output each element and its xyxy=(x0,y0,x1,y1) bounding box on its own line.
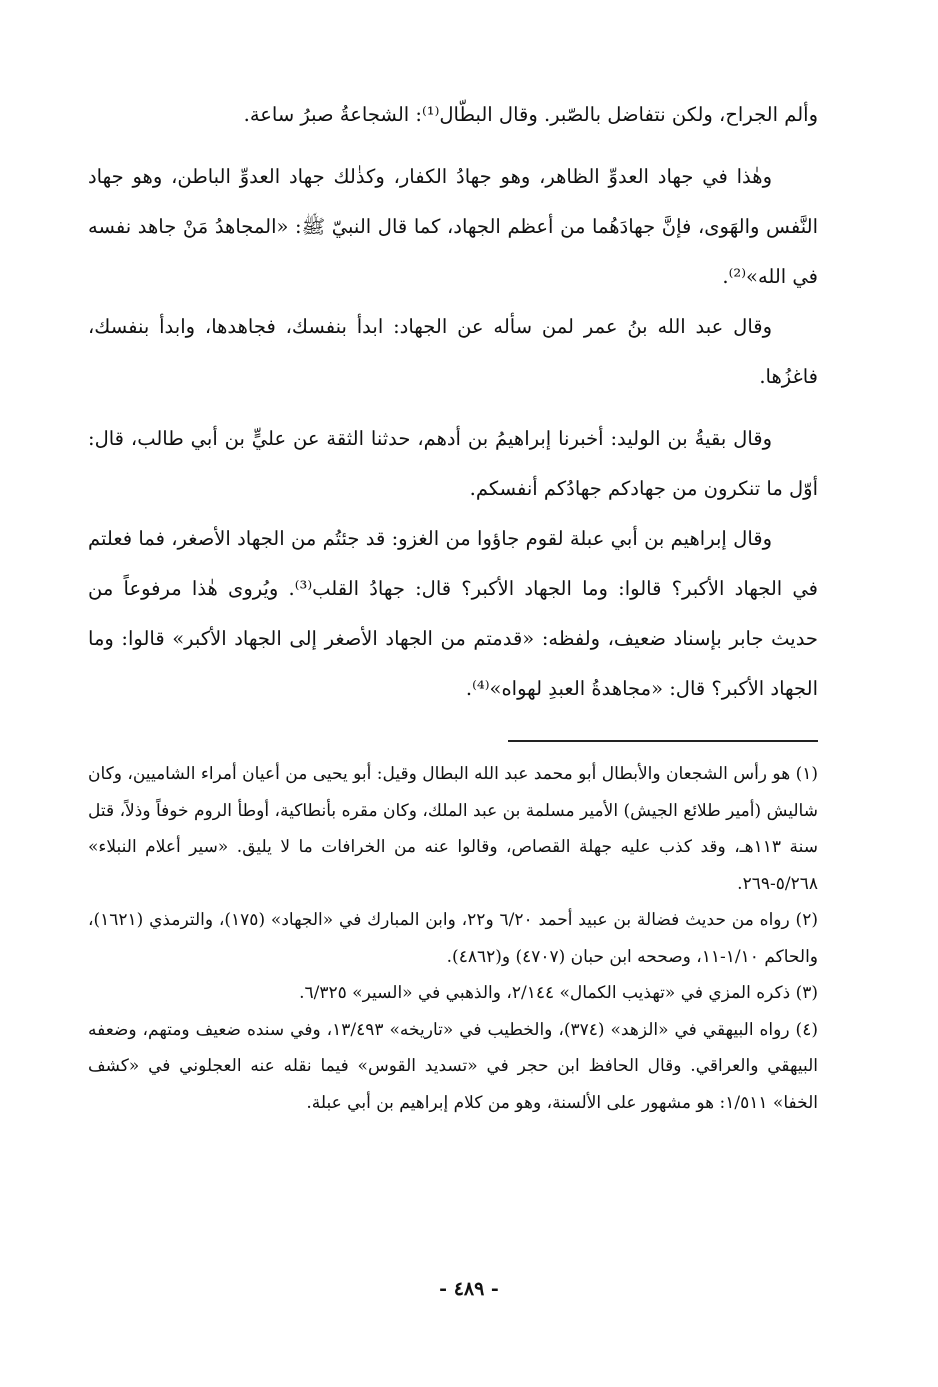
footnote-1: (١) هو رأس الشجعان والأبطال أبو محمد عبد الله البطال وقيل: أبو يحيى من أعيان أمراء الشاميين، وكان شاليش (أمير طلائع الجيش) الأمير مسلمة بن عبد الملك، وكان مقره بأنطاكية، أوطأ الروم خوفاً وذلاً، قتل سنة ١١٣هـ، وقد كذب عليه جهلة القصاص، وقالوا عنه من الخرافات ما لا يليق. «سير أعلام النبلاء» ٥/٢٦٨-٢٦٩. xyxy=(88,764,819,894)
footnote-divider xyxy=(508,740,818,742)
footnote-3: (٣) ذكره المزي في «تهذيب الكمال» ٢/١٤٤، والذهبي في «السير» ٦/٣٢٥. xyxy=(299,983,818,1003)
footnote-2: (٢) رواه من حديث فضالة بن عبيد أحمد ٦/٢٠ و٢٢، وابن المبارك في «الجهاد» (١٧٥)، والترمذي (١٦٢١)، والحاكم ١/١٠-١١، وصححه ابن حبان (٤٧٠٧) و(٤٨٦٢). xyxy=(88,910,818,967)
paragraph-2: وهٰذا في جهاد العدوِّ الظاهر، وهو جهادُ الكفار، وكذٰلك جهاد العدوِّ الباطن، وهو جهاد النَّفس والهَوى، فإنَّ جهادَهُما من أعظم الجهاد، كما قال النبيّ ﷺ: «المجاهدُ مَنْ جاهد نفسه في الله»⁽²⁾. xyxy=(88,165,818,288)
paragraph-3: وقال عبد الله بنُ عمر لمن سأله عن الجهاد: ابدأ بنفسك، فجاهدها، وابدأ بنفسك، فاغزُها. xyxy=(88,315,818,388)
paragraph-1: وألم الجراح، ولكن نتفاضل بالصّبر. وقال البطّال⁽¹⁾: الشجاعةُ صبرُ ساعة. xyxy=(243,103,818,126)
paragraph-4: وقال بقيةُ بن الوليد: أخبرنا إبراهيمُ بن أدهم، حدثنا الثقة عن عليٍّ بن أبي طالب، قال: أوّل ما تنكرون من جهادكم جهادُكم أنفسكم. xyxy=(88,427,818,500)
paragraph-5: وقال إبراهيم بن أبي عبلة لقوم جاؤوا من الغزو: قد جئتُم من الجهاد الأصغر، فما فعلتم في الجهاد الأكبر؟ قالوا: وما الجهاد الأكبر؟ قال: جهادُ القلب⁽³⁾. ويُروى هٰذا مرفوعاً من حديث جابر بإسناد ضعيف، ولفظه: «قدمتم من الجهاد الأصغر إلى الجهاد الأكبر» قالوا: وما الجهاد الأكبر؟ قال: «مجاهدةُ العبدِ لهواه»⁽⁴⁾. xyxy=(88,527,819,700)
main-text xyxy=(88,90,818,714)
footnotes xyxy=(88,756,818,1121)
page xyxy=(88,90,818,1121)
page-number: - ٤٨٩ - xyxy=(439,1278,499,1300)
footnote-4: (٤) رواه البيهقي في «الزهد» (٣٧٤)، والخطيب في «تاريخه» ١٣/٤٩٣، وفي سنده ضعيف ومتهم، وضعفه البيهقي والعراقي. وقال الحافظ ابن حجر في «تسديد القوس» فيما نقله عنه العجلوني في «كشف الخفا» ١/٥١١: هو مشهور على الألسنة، وهو من كلام إبراهيم بن أبي عبلة. xyxy=(88,1019,818,1113)
